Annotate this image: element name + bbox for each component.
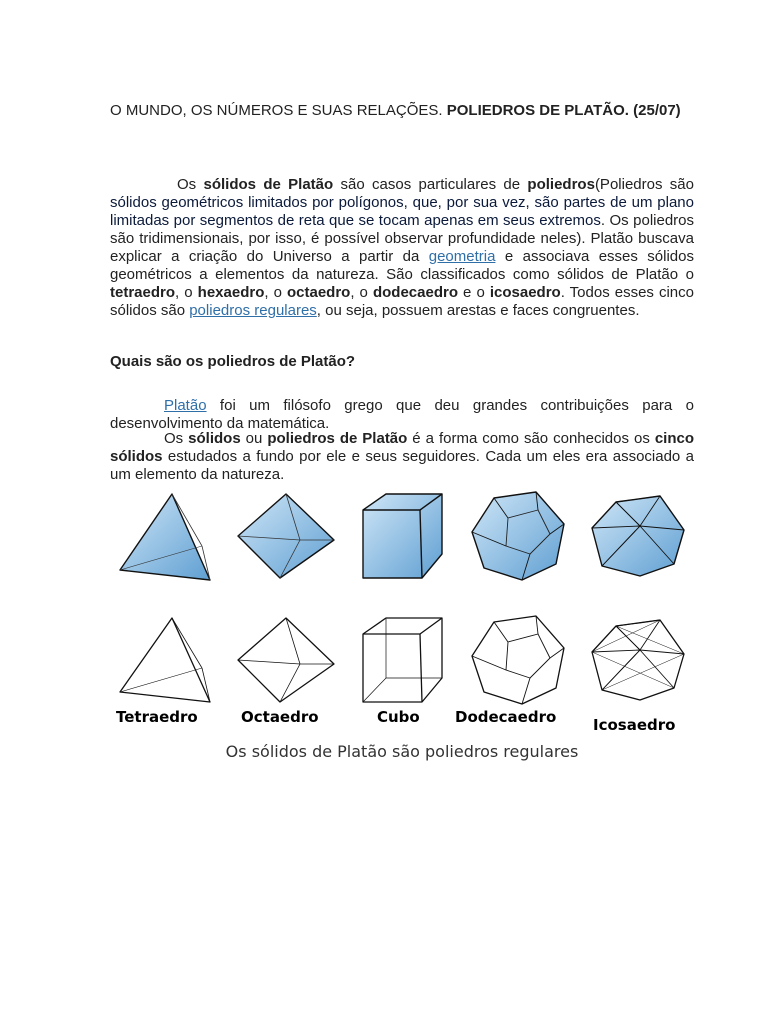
title-bold: POLIEDROS DE PLATÃO. (25/07) — [446, 102, 681, 119]
bold-term: hexaedro — [197, 284, 265, 301]
platao-link[interactable]: Platão — [164, 397, 207, 414]
text: , o — [264, 284, 287, 301]
text: e o — [458, 284, 490, 301]
cube-colored-icon — [363, 494, 442, 578]
dodecahedron-outline-icon — [472, 616, 564, 704]
section-heading: Quais são os poliedros de Platão? — [110, 353, 356, 370]
text: , ou seja, possuem arestas e faces congruentes. — [316, 302, 640, 319]
poliedros-regulares-link[interactable]: poliedros regulares — [189, 302, 317, 319]
text: . Os poliedros são tridimensionais, por isso, é possível observar profundidade neles). Platão buscava explicar a criação do Universo a partir da — [110, 212, 695, 265]
bold-term: dodecaedro — [372, 284, 458, 301]
text: . Todos esses cinco sólidos são — [110, 284, 694, 319]
text: (Poliedros são — [594, 176, 694, 193]
label-tetraedro: Tetraedro — [116, 708, 198, 726]
bold-term: sólidos — [188, 430, 241, 447]
geometria-link[interactable]: geometria — [428, 248, 496, 265]
text: Os — [164, 430, 189, 447]
octahedron-colored-icon — [238, 494, 334, 578]
text: ou — [240, 430, 268, 447]
definition-text: sólidos geométricos limitados por polígonos, que, por sua vez, são partes de um plano limitadas por segmentos de reta que se tocam apenas em seus extremos — [110, 194, 694, 229]
text: e associava esses sólidos geométricos a elementos da natureza. São classificados como sólidos de Platão o — [110, 248, 694, 283]
text: Os — [177, 176, 204, 193]
icosahedron-colored-icon — [592, 496, 684, 576]
cube-outline-icon — [363, 618, 442, 702]
platao-paragraph — [110, 397, 694, 433]
text: , o — [175, 284, 198, 301]
label-cubo: Cubo — [377, 708, 420, 726]
bold-term: sólidos de Platão — [203, 176, 334, 193]
title-normal: O MUNDO, OS NÚMEROS E SUAS RELAÇÕES. — [110, 102, 443, 119]
page-title — [110, 102, 694, 120]
bold-term: cinco sólidos — [110, 430, 694, 465]
text: estudados a fundo por ele e seus seguidores. Cada um eles era associado a um elemento da natureza. — [110, 448, 694, 483]
bold-term: poliedros de Platão — [267, 430, 408, 447]
text: é a forma como são conhecidos os — [407, 430, 655, 447]
intro-paragraph — [110, 176, 694, 320]
figure-caption: Os sólidos de Platão são poliedros regulares — [225, 742, 579, 761]
platonic-solids-figure — [110, 488, 700, 768]
label-dodecaedro: Dodecaedro — [455, 708, 557, 726]
text: , o — [350, 284, 373, 301]
label-icosaedro: Icosaedro — [593, 716, 676, 734]
bold-term: icosaedro — [489, 284, 561, 301]
dodecahedron-colored-icon — [472, 492, 564, 580]
bold-term: poliedros — [527, 176, 595, 193]
bold-term: octaedro — [286, 284, 351, 301]
bold-term: tetraedro — [110, 284, 176, 301]
text: são casos particulares de — [333, 176, 528, 193]
text: foi um filósofo grego que deu grandes contribuições para o desenvolvimento da matemática. — [110, 397, 694, 432]
octahedron-outline-icon — [238, 618, 334, 702]
solids-paragraph — [110, 430, 694, 484]
icosahedron-outline-icon — [592, 620, 684, 700]
label-octaedro: Octaedro — [241, 708, 319, 726]
tetrahedron-colored-icon — [120, 494, 210, 580]
solids-illustration — [110, 488, 700, 728]
tetrahedron-outline-icon — [120, 618, 210, 702]
